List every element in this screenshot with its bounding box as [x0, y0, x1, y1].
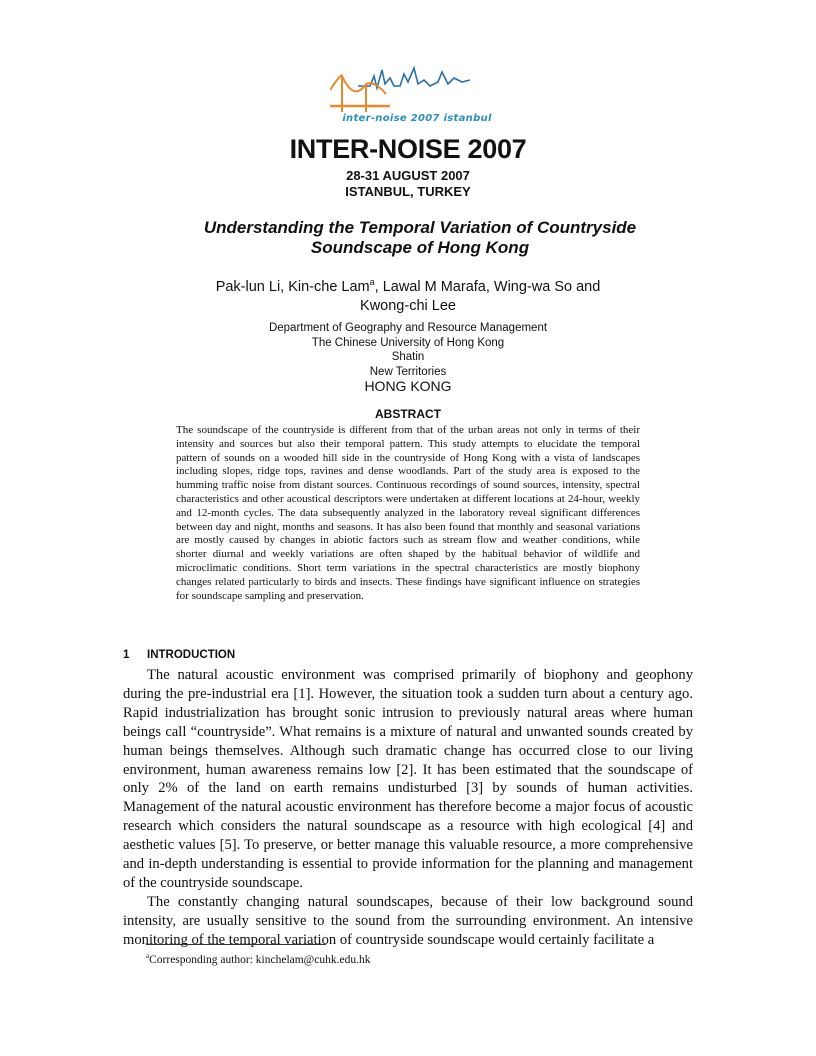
footnote-text: Corresponding author: kinchelam@cuhk.edu.hk [149, 953, 371, 966]
paper-title-line1: Understanding the Temporal Variation of Countryside [203, 218, 637, 237]
authors-post: , Lawal M Marafa, Wing-wa So and [374, 278, 601, 295]
section-body [123, 666, 693, 950]
body-paragraph: The constantly changing natural soundscapes, because of their low background sound intensity, are usually sensitive to the sound from the surrounding environment. An intensive monitoring of the temporal variation of countryside soundscape would certainly facilitate a [123, 893, 693, 948]
author-line1 [150, 273, 666, 297]
abstract-heading: ABSTRACT [375, 407, 441, 421]
conference-dates: 28-31 AUGUST 2007 [346, 168, 470, 183]
logo-text: inter-noise 2007 istanbul [342, 113, 492, 124]
section-number: 1 [123, 649, 130, 661]
footnote-marker: a [146, 952, 150, 960]
affiliation-dept: Department of Geography and Resource Management [268, 322, 548, 334]
author-line2: Kwong-chi Lee [360, 297, 456, 314]
conference-location: ISTANBUL, TURKEY [345, 184, 471, 199]
paper-title [150, 218, 690, 258]
body-paragraph: The natural acoustic environment was comprised primarily of biophony and geophony during the pre-industrial era [1]. However, the situation took a sudden turn about a century ago. Rapid industrialization has brought sonic intrusion to previously natural areas where human beings call “countryside”. What remains is a mixture of natural and unwanted sounds created by human beings themselves. Although such dramatic change has occurred close to our living environment, human awareness remains low [2]. It has been estimated that the soundscape of only 2% of the land on earth remains undisturbed [3] by sounds of human activities. Management of the natural acoustic environment has therefore become a major focus of acoustic research which considers the natural soundscape as a resource with high ecological [4] and aesthetic values [5]. To preserve, or better manage this valuable resource, a more comprehensive and in-depth understanding is essential to provide information for the planning and management of the countryside soundscape. [123, 667, 693, 891]
conference-title: INTER-NOISE 2007 [289, 134, 527, 164]
paper-title-line2: Soundscape of Hong Kong [310, 238, 530, 257]
abstract-text: The soundscape of the countryside is different from that of the urban areas not only in terms of their intensity and sources but also their temporal pattern. This study attempts to elucidate the temporal pattern of sounds on a wooded hill side in the countryside of Hong Kong with a vista of landscapes including slopes, ridge tops, ravines and dense woodlands. Part of the study area is exposed to the humming traffic noise from distant sources. Continuous recordings of sound sources, intensity, spectral characteristics and other acoustical descriptors were undertaken at different locations at 24-hour, weekly and 12-month cycles. The data subsequently analyzed in the laboratory reveal significant differences between day and night, months and seasons. It has also been found that monthly and seasonal variations are mostly caused by changes in abiotic factors such as stream flow and weather conditions, while shorter diurnal and weekly variations are often shaped by the habitual behavior of wildlife and microclimatic conditions. Short term variations in the spectral characteristics are mostly biophony changes related particularly to birds and insects. These findings have significant influence on strategies for soundscape sampling and preservation. [176, 424, 640, 602]
section-title: INTRODUCTION [147, 649, 236, 661]
affiliation-region: New Territories [369, 365, 447, 378]
footnote-divider [146, 944, 326, 945]
bridge-icon [330, 75, 390, 112]
affiliation-university: The Chinese University of Hong Kong [311, 336, 505, 349]
affiliation-country: HONG KONG [364, 378, 452, 394]
affiliation-town: Shatin [391, 351, 425, 363]
author-list [150, 273, 666, 316]
section-heading [123, 649, 235, 661]
footnote [146, 952, 370, 966]
author-footnote-marker: a [369, 277, 375, 287]
authors-pre: Pak-lun Li, Kin-che Lam [215, 278, 370, 295]
